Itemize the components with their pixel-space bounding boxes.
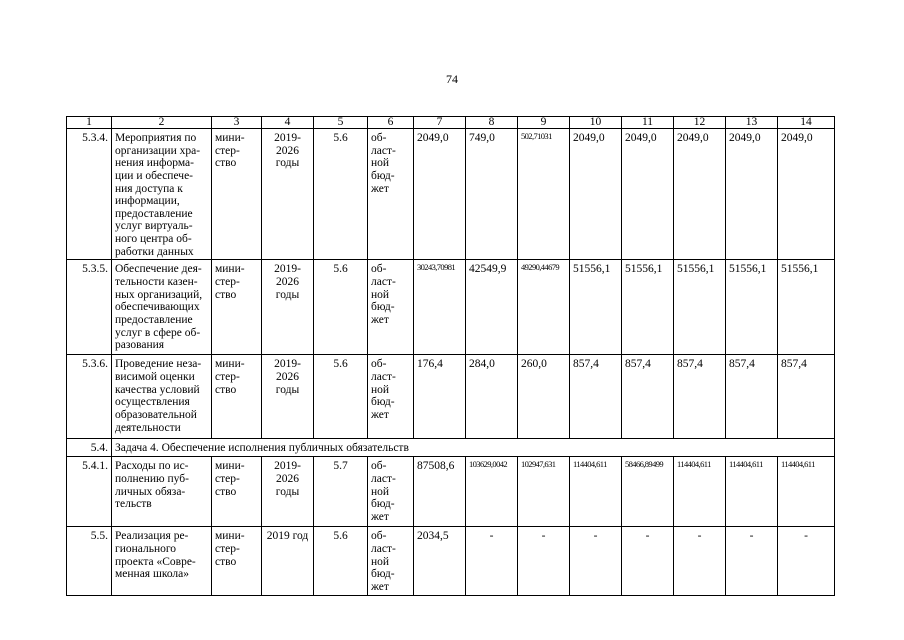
- value-cell: 2034,5: [414, 527, 466, 595]
- row-source: об-ласт-ной бюд-жет: [368, 260, 414, 355]
- header-cell: 4: [262, 117, 314, 129]
- value-cell: -: [622, 527, 674, 595]
- header-cell: 2: [112, 117, 212, 129]
- row-indicator: 5.6: [314, 527, 368, 595]
- row-period: 2019-2026 годы: [262, 129, 314, 260]
- row-indicator: 5.7: [314, 457, 368, 527]
- row-source: об-ласт-ной бюд-жет: [368, 457, 414, 527]
- value-cell: 749,0: [466, 129, 518, 260]
- header-cell: 10: [570, 117, 622, 129]
- value-cell: 2049,0: [622, 129, 674, 260]
- value-cell: 102947,631: [518, 457, 570, 527]
- row-name: Мероприятия по организации хра-нения информа-ции и обеспече-ния доступа к информации, предоставление услуг виртуаль-ного центра об-работки данных: [112, 129, 212, 260]
- header-cell: 11: [622, 117, 674, 129]
- row-number: 5.5.: [67, 527, 112, 595]
- value-cell: -: [726, 527, 778, 595]
- header-cell: 12: [674, 117, 726, 129]
- row-source: об-ласт-ной бюд-жет: [368, 527, 414, 595]
- row-number: 5.4.1.: [67, 457, 112, 527]
- row-period: 2019 год: [262, 527, 314, 595]
- value-cell: 857,4: [570, 355, 622, 439]
- header-cell: 14: [778, 117, 835, 129]
- page-number: 74: [446, 72, 458, 86]
- header-row: [67, 117, 835, 129]
- value-cell: 857,4: [622, 355, 674, 439]
- table-row: [67, 527, 835, 595]
- header-cell: 6: [368, 117, 414, 129]
- value-cell: 260,0: [518, 355, 570, 439]
- row-source: об-ласт-ной бюд-жет: [368, 355, 414, 439]
- header-cell: 9: [518, 117, 570, 129]
- budget-table: [66, 116, 835, 596]
- table-row: [67, 260, 835, 355]
- row-period: 2019-2026 годы: [262, 355, 314, 439]
- row-number: 5.3.6.: [67, 355, 112, 439]
- header-cell: 3: [212, 117, 262, 129]
- task-number: 5.4.: [67, 439, 112, 457]
- value-cell: 49290,44679: [518, 260, 570, 355]
- task-row: [67, 439, 835, 457]
- value-cell: 42549,9: [466, 260, 518, 355]
- row-period: 2019-2026 годы: [262, 260, 314, 355]
- value-cell: 2049,0: [674, 129, 726, 260]
- row-name: Обеспечение дея-тельности казен-ных организаций, обеспечивающих предоставление услуг в сфере об-разования: [112, 260, 212, 355]
- value-cell: 51556,1: [570, 260, 622, 355]
- value-cell: 857,4: [674, 355, 726, 439]
- row-executor: мини-стер-ство: [212, 129, 262, 260]
- value-cell: 284,0: [466, 355, 518, 439]
- value-cell: 51556,1: [778, 260, 835, 355]
- value-cell: 51556,1: [674, 260, 726, 355]
- header-cell: 7: [414, 117, 466, 129]
- header-cell: 8: [466, 117, 518, 129]
- value-cell: 103629,0042: [466, 457, 518, 527]
- row-name: Расходы по ис-полнению пуб-личных обяза-тельств: [112, 457, 212, 527]
- value-cell: 51556,1: [726, 260, 778, 355]
- value-cell: 30243,70981: [414, 260, 466, 355]
- value-cell: 857,4: [726, 355, 778, 439]
- value-cell: 502,71031: [518, 129, 570, 260]
- row-executor: мини-стер-ство: [212, 457, 262, 527]
- value-cell: 58466,89499: [622, 457, 674, 527]
- value-cell: -: [518, 527, 570, 595]
- value-cell: -: [778, 527, 835, 595]
- value-cell: 2049,0: [778, 129, 835, 260]
- row-executor: мини-стер-ство: [212, 260, 262, 355]
- value-cell: 114404,611: [778, 457, 835, 527]
- value-cell: -: [466, 527, 518, 595]
- value-cell: -: [570, 527, 622, 595]
- value-cell: 857,4: [778, 355, 835, 439]
- value-cell: 114404,611: [726, 457, 778, 527]
- table-row: [67, 457, 835, 527]
- value-cell: -: [674, 527, 726, 595]
- value-cell: 114404,611: [674, 457, 726, 527]
- row-indicator: 5.6: [314, 129, 368, 260]
- value-cell: 2049,0: [726, 129, 778, 260]
- row-number: 5.3.5.: [67, 260, 112, 355]
- table-row: [67, 355, 835, 439]
- value-cell: 114404,611: [570, 457, 622, 527]
- row-source: об-ласт-ной бюд-жет: [368, 129, 414, 260]
- table-row: [67, 129, 835, 260]
- task-title: Задача 4. Обеспечение исполнения публичных обязательств: [112, 439, 835, 457]
- value-cell: 176,4: [414, 355, 466, 439]
- value-cell: 2049,0: [570, 129, 622, 260]
- row-executor: мини-стер-ство: [212, 355, 262, 439]
- header-cell: 5: [314, 117, 368, 129]
- row-period: 2019-2026 годы: [262, 457, 314, 527]
- value-cell: 87508,6: [414, 457, 466, 527]
- row-name: Реализация ре-гионального проекта «Совре-менная школа»: [112, 527, 212, 595]
- row-executor: мини-стер-ство: [212, 527, 262, 595]
- value-cell: 2049,0: [414, 129, 466, 260]
- row-indicator: 5.6: [314, 355, 368, 439]
- header-cell: 13: [726, 117, 778, 129]
- header-cell: 1: [67, 117, 112, 129]
- row-number: 5.3.4.: [67, 129, 112, 260]
- row-indicator: 5.6: [314, 260, 368, 355]
- value-cell: 51556,1: [622, 260, 674, 355]
- row-name: Проведение неза-висимой оценки качества условий осуществления образовательной деятельности: [112, 355, 212, 439]
